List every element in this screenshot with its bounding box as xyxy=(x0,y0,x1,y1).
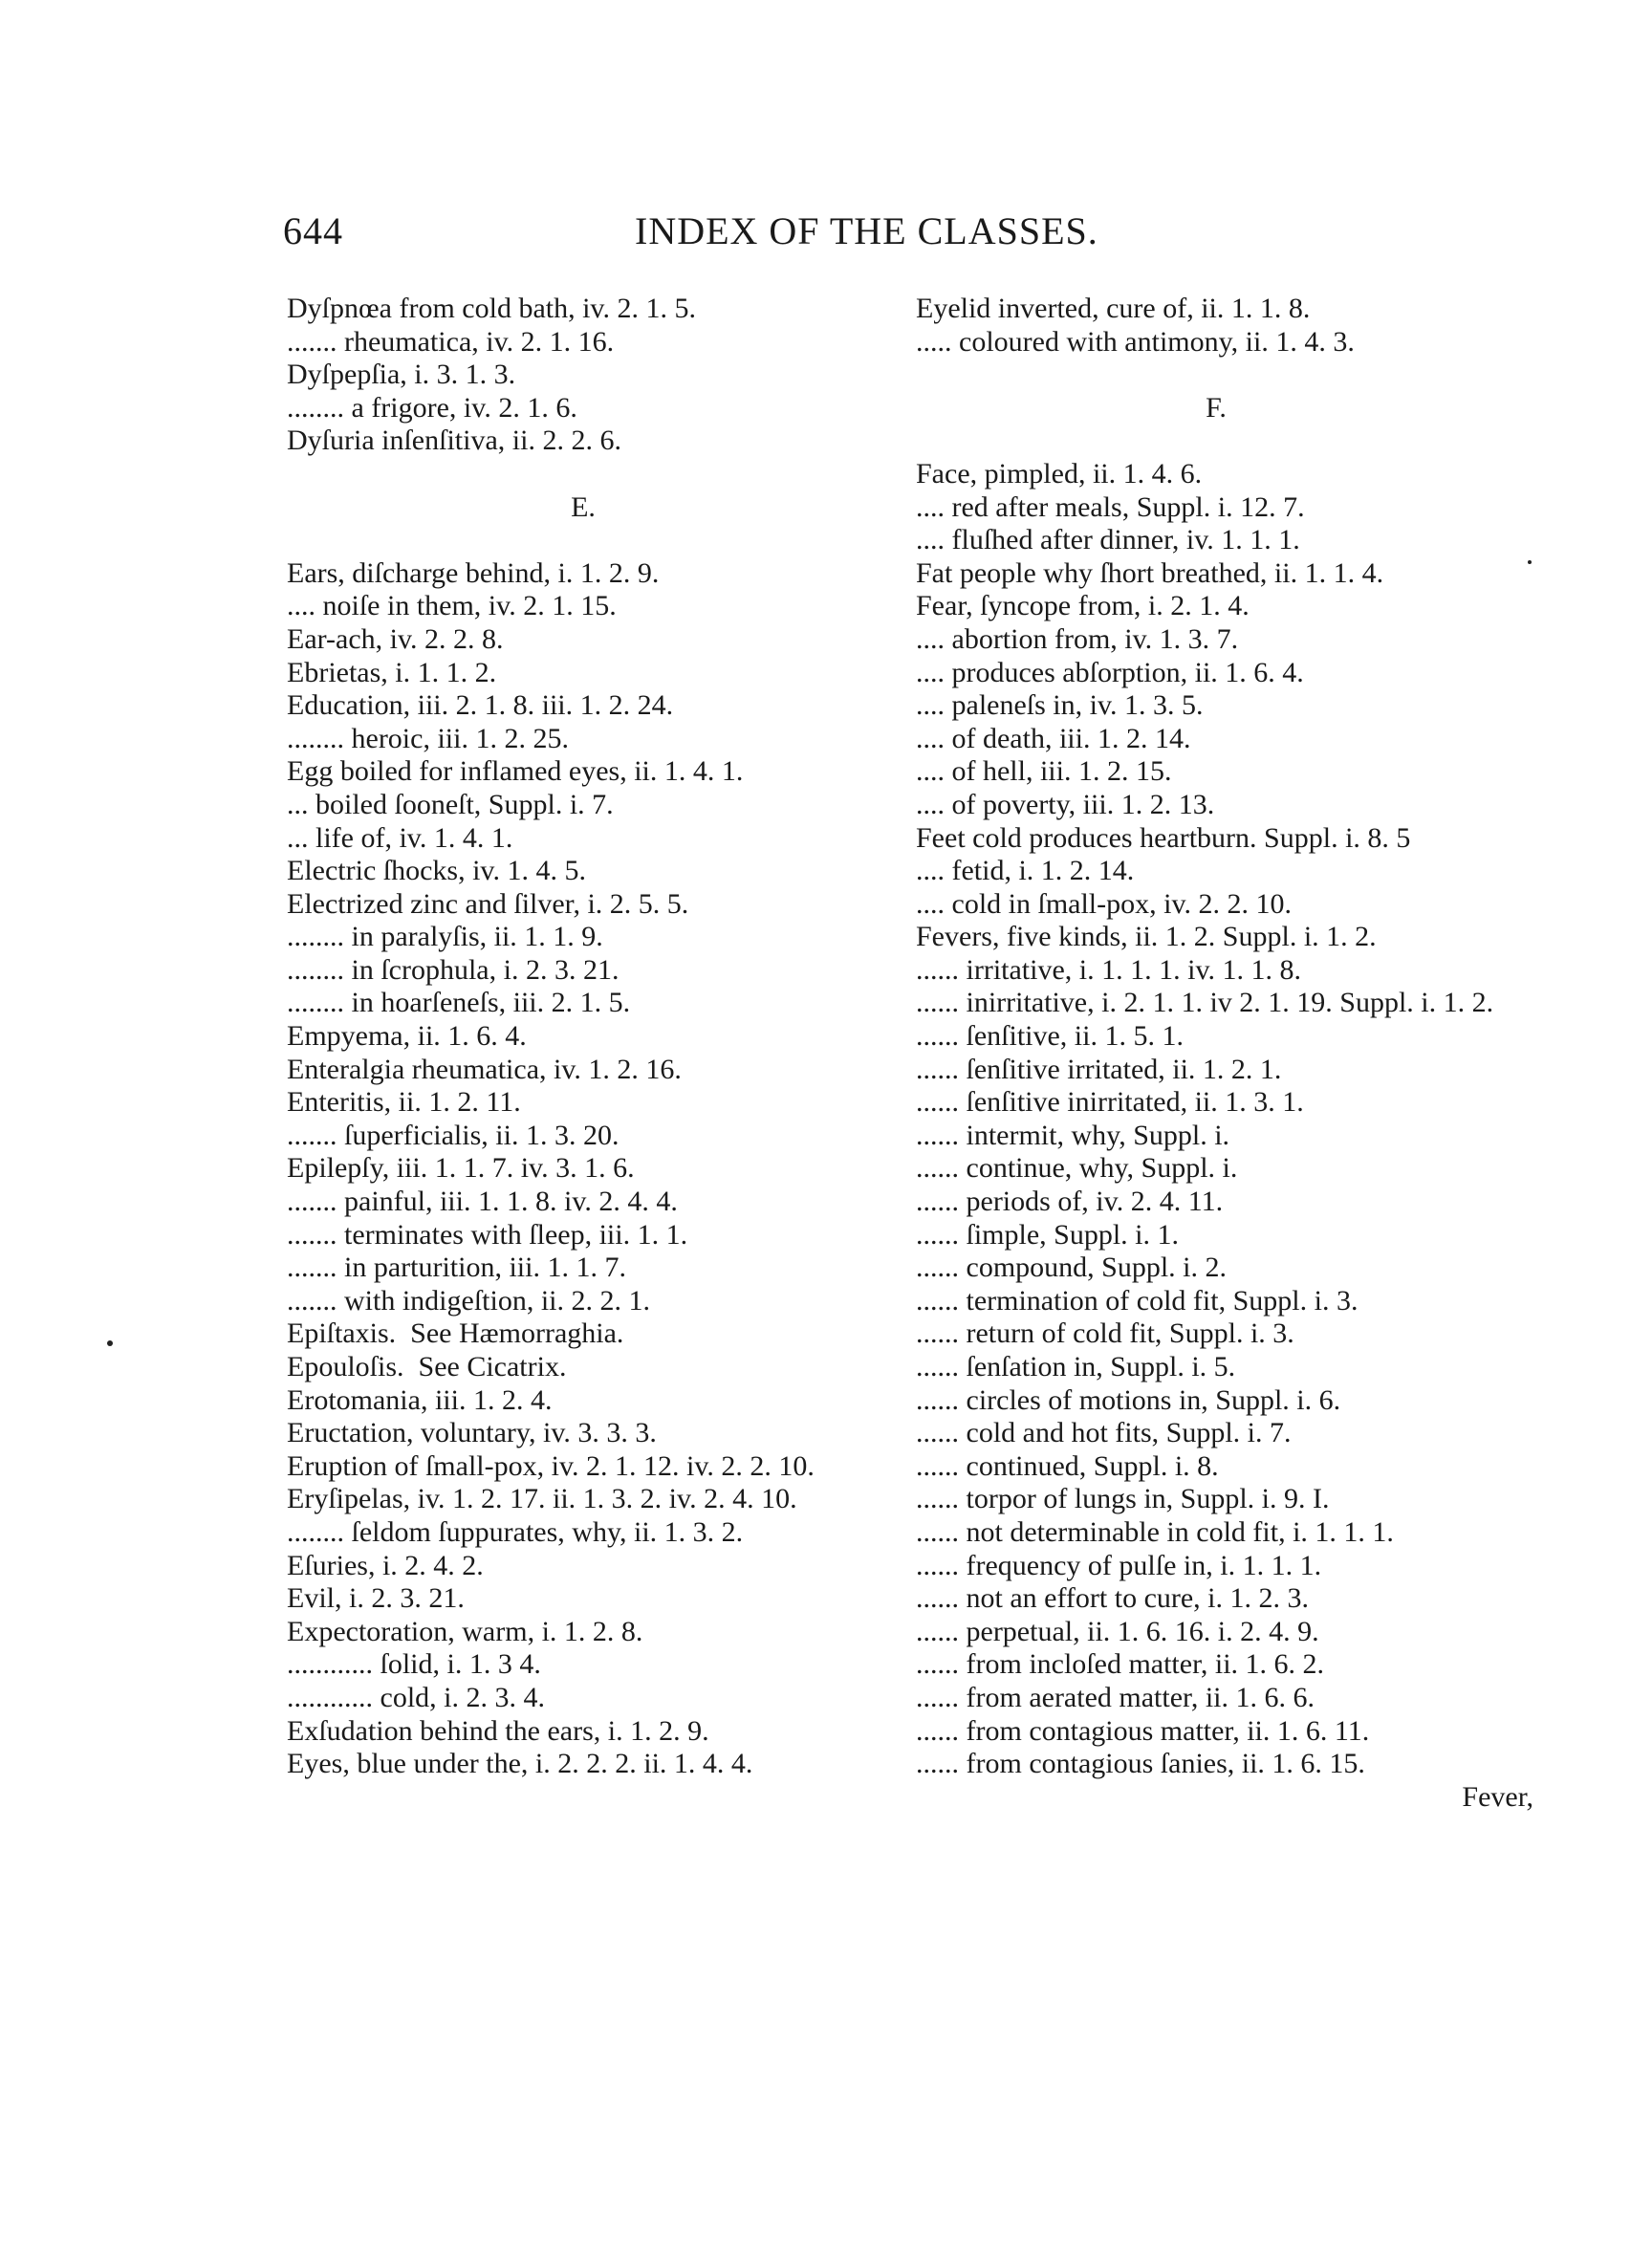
index-entry: Enteritis, ii. 1. 2. 11. xyxy=(287,1086,521,1119)
index-entry: .... fluſhed after dinner, iv. 1. 1. 1. xyxy=(916,524,1300,556)
index-entry: ....... painful, iii. 1. 1. 8. iv. 2. 4. 4. xyxy=(287,1186,678,1218)
index-entry: ........ ſeldom ſuppurates, why, ii. 1. 3. 2. xyxy=(287,1515,744,1548)
index-entry: .... abortion from, iv. 1. 3. 7. xyxy=(916,622,1239,655)
index-entry: .... of hell, iii. 1. 2. 15. xyxy=(916,755,1172,788)
index-entry: .... paleneſs in, iv. 1. 3. 5. xyxy=(916,689,1204,722)
index-entry: ...... not determinable in cold fit, i. 1. 1. 1. xyxy=(916,1515,1394,1548)
index-entry: ........ in hoarſeneſs, iii. 2. 1. 5. xyxy=(287,987,631,1019)
index-entry: .... red after meals, Suppl. i. 12. 7. xyxy=(916,490,1305,523)
index-entry: Epilepſy, iii. 1. 1. 7. iv. 3. 1. 6. xyxy=(287,1152,635,1185)
index-entry: ...... not an effort to cure, i. 1. 2. 3. xyxy=(916,1582,1310,1615)
index-entry: .... cold in ſmall-pox, iv. 2. 2. 10. xyxy=(916,887,1293,920)
index-entry: Egg boiled for inflamed eyes, ii. 1. 4. 1. xyxy=(287,755,744,788)
index-entry: ...... inirritative, i. 2. 1. 1. iv 2. 1. 19. Suppl. i. 1. 2. xyxy=(916,987,1494,1019)
index-entry: ...... from aerated matter, ii. 1. 6. 6. xyxy=(916,1681,1315,1713)
index-entry: ... life of, iv. 1. 4. 1. xyxy=(287,821,513,854)
index-entry: ............ cold, i. 2. 3. 4. xyxy=(287,1681,545,1713)
index-entry: Erotomania, iii. 1. 2. 4. xyxy=(287,1383,553,1416)
index-entry: ...... ſenſitive irritated, ii. 1. 2. 1. xyxy=(916,1053,1282,1085)
index-entry: ........ in ſcrophula, i. 2. 3. 21. xyxy=(287,953,620,986)
index-entry: ...... from contagious ſanies, ii. 1. 6. 15. xyxy=(916,1748,1365,1780)
index-entry: ...... ſenſitive, ii. 1. 5. 1. xyxy=(916,1020,1184,1053)
index-entry: ...... from incloſed matter, ii. 1. 6. 2. xyxy=(916,1648,1325,1681)
index-entry: ....... with indigeſtion, ii. 2. 2. 1. xyxy=(287,1284,650,1317)
index-entry: ...... irritative, i. 1. 1. 1. iv. 1. 1. 8. xyxy=(916,953,1302,986)
index-entry: Enteralgia rheumatica, iv. 1. 2. 16. xyxy=(287,1053,682,1085)
index-entry: Dyſpnœa from cold bath, iv. 2. 1. 5. xyxy=(287,293,696,324)
index-entry: Evil, i. 2. 3. 21. xyxy=(287,1582,465,1615)
index-entry: ..... coloured with antimony, ii. 1. 4. 3. xyxy=(916,325,1355,358)
page-number: 644 xyxy=(283,209,343,252)
spacer xyxy=(287,458,880,491)
index-entry: Face, pimpled, ii. 1. 4. 6. xyxy=(916,457,1203,490)
index-entry: Dyſuria inſenſitiva, ii. 2. 2. 6. xyxy=(287,424,621,457)
speck-mark xyxy=(1528,560,1532,564)
index-entry: ...... torpor of lungs in, Suppl. i. 9. I. xyxy=(916,1483,1330,1515)
index-entry: ....... in parturition, iii. 1. 1. 7. xyxy=(287,1252,626,1284)
index-entry: .... fetid, i. 1. 2. 14. xyxy=(916,855,1135,887)
index-entry: ...... frequency of pulſe in, i. 1. 1. 1. xyxy=(916,1549,1322,1581)
index-entry: ...... periods of, iv. 2. 4. 11. xyxy=(916,1186,1224,1218)
index-entry: Empyema, ii. 1. 6. 4. xyxy=(287,1020,527,1053)
index-entry: Ebrietas, i. 1. 1. 2. xyxy=(287,656,497,688)
index-entry: ... boiled ſooneſt, Suppl. i. 7. xyxy=(287,788,614,820)
index-entry: Epouloſis. See Cicatrix. xyxy=(287,1351,567,1382)
index-entry: Fevers, five kinds, ii. 1. 2. Suppl. i. 1. 2. xyxy=(916,921,1377,953)
index-column-right xyxy=(916,293,1516,1781)
index-entry: ...... compound, Suppl. i. 2. xyxy=(916,1252,1228,1284)
index-entry: ....... rheumatica, iv. 2. 1. 16. xyxy=(287,325,615,358)
index-entry: ...... from contagious matter, ii. 1. 6. 11. xyxy=(916,1714,1370,1747)
index-entry: ........ in paralyſis, ii. 1. 1. 9. xyxy=(287,921,603,953)
index-entry: Education, iii. 2. 1. 8. iii. 1. 2. 24. xyxy=(287,689,674,722)
section-letter: F. xyxy=(1206,391,1227,424)
index-entry: ...... ſenſation in, Suppl. i. 5. xyxy=(916,1351,1236,1382)
index-entry: ........ heroic, iii. 1. 2. 25. xyxy=(287,722,569,754)
speck-mark xyxy=(107,1340,113,1346)
index-entry: ....... terminates with ſleep, iii. 1. 1. xyxy=(287,1218,688,1251)
index-entry: .... produces abſorption, ii. 1. 6. 4. xyxy=(916,656,1304,688)
index-entry: Ears, diſcharge behind, i. 1. 2. 9. xyxy=(287,556,660,589)
index-entry: Epiſtaxis. See Hæmorraghia. xyxy=(287,1317,624,1350)
index-entry: Dyſpepſia, i. 3. 1. 3. xyxy=(287,359,516,391)
spacer xyxy=(287,524,880,557)
index-entry: ...... ſimple, Suppl. i. 1. xyxy=(916,1218,1180,1251)
index-entry: Ear-ach, iv. 2. 2. 8. xyxy=(287,622,504,655)
index-entry: Eyes, blue under the, i. 2. 2. 2. ii. 1. 4. 4. xyxy=(287,1748,753,1780)
running-head: INDEX OF THE CLASSES. xyxy=(635,209,1098,252)
index-entry: ...... continue, why, Suppl. i. xyxy=(916,1152,1238,1185)
index-entry: .... of poverty, iii. 1. 2. 13. xyxy=(916,788,1215,820)
index-entry: Eructation, voluntary, iv. 3. 3. 3. xyxy=(287,1417,657,1449)
catchword: Fever, xyxy=(1462,1781,1533,1813)
index-entry: Feet cold produces heartburn. Suppl. i. 8. 5 xyxy=(916,821,1411,854)
index-column-left xyxy=(287,293,880,1781)
index-entry: ...... intermit, why, Suppl. i. xyxy=(916,1119,1230,1151)
index-entry: ...... ſenſitive inirritated, ii. 1. 3. 1. xyxy=(916,1086,1304,1119)
index-entry: Eruption of ſmall-pox, iv. 2. 1. 12. iv. 2. 2. 10. xyxy=(287,1449,815,1482)
index-entry: ....... ſuperficialis, ii. 1. 3. 20. xyxy=(287,1119,620,1151)
index-entry: .... noiſe in them, iv. 2. 1. 15. xyxy=(287,590,617,622)
index-entry: ...... return of cold fit, Suppl. i. 3. xyxy=(916,1317,1294,1350)
index-entry: .... of death, iii. 1. 2. 14. xyxy=(916,722,1191,754)
index-entry: Electric ſhocks, iv. 1. 4. 5. xyxy=(287,855,586,887)
index-entry: Eſuries, i. 2. 4. 2. xyxy=(287,1549,484,1581)
index-entry: ........ a frigore, iv. 2. 1. 6. xyxy=(287,391,577,424)
section-letter: E. xyxy=(571,490,596,523)
index-entry: Eyelid inverted, cure of, ii. 1. 1. 8. xyxy=(916,293,1311,324)
index-entry: Fear, ſyncope from, i. 2. 1. 4. xyxy=(916,590,1250,622)
index-entry: ...... circles of motions in, Suppl. i. 6. xyxy=(916,1383,1341,1416)
spacer xyxy=(916,424,1516,458)
index-entry: ...... perpetual, ii. 1. 6. 16. i. 2. 4. 9. xyxy=(916,1615,1319,1647)
index-entry: Exſudation behind the ears, i. 1. 2. 9. xyxy=(287,1714,709,1747)
index-entry: ...... cold and hot fits, Suppl. i. 7. xyxy=(916,1417,1292,1449)
spacer xyxy=(916,359,1516,392)
index-entry: ............ ſolid, i. 1. 3 4. xyxy=(287,1648,541,1681)
index-entry: Expectoration, warm, i. 1. 2. 8. xyxy=(287,1615,643,1647)
index-entry: ...... continued, Suppl. i. 8. xyxy=(916,1449,1219,1482)
index-entry: ...... termination of cold fit, Suppl. i. 3. xyxy=(916,1284,1359,1317)
index-entry: Fat people why ſhort breathed, ii. 1. 1. 4. xyxy=(916,556,1384,589)
index-entry: Electrized zinc and ſilver, i. 2. 5. 5. xyxy=(287,887,689,920)
index-entry: Eryſipelas, iv. 1. 2. 17. ii. 1. 3. 2. iv. 2. 4. 10. xyxy=(287,1483,797,1515)
